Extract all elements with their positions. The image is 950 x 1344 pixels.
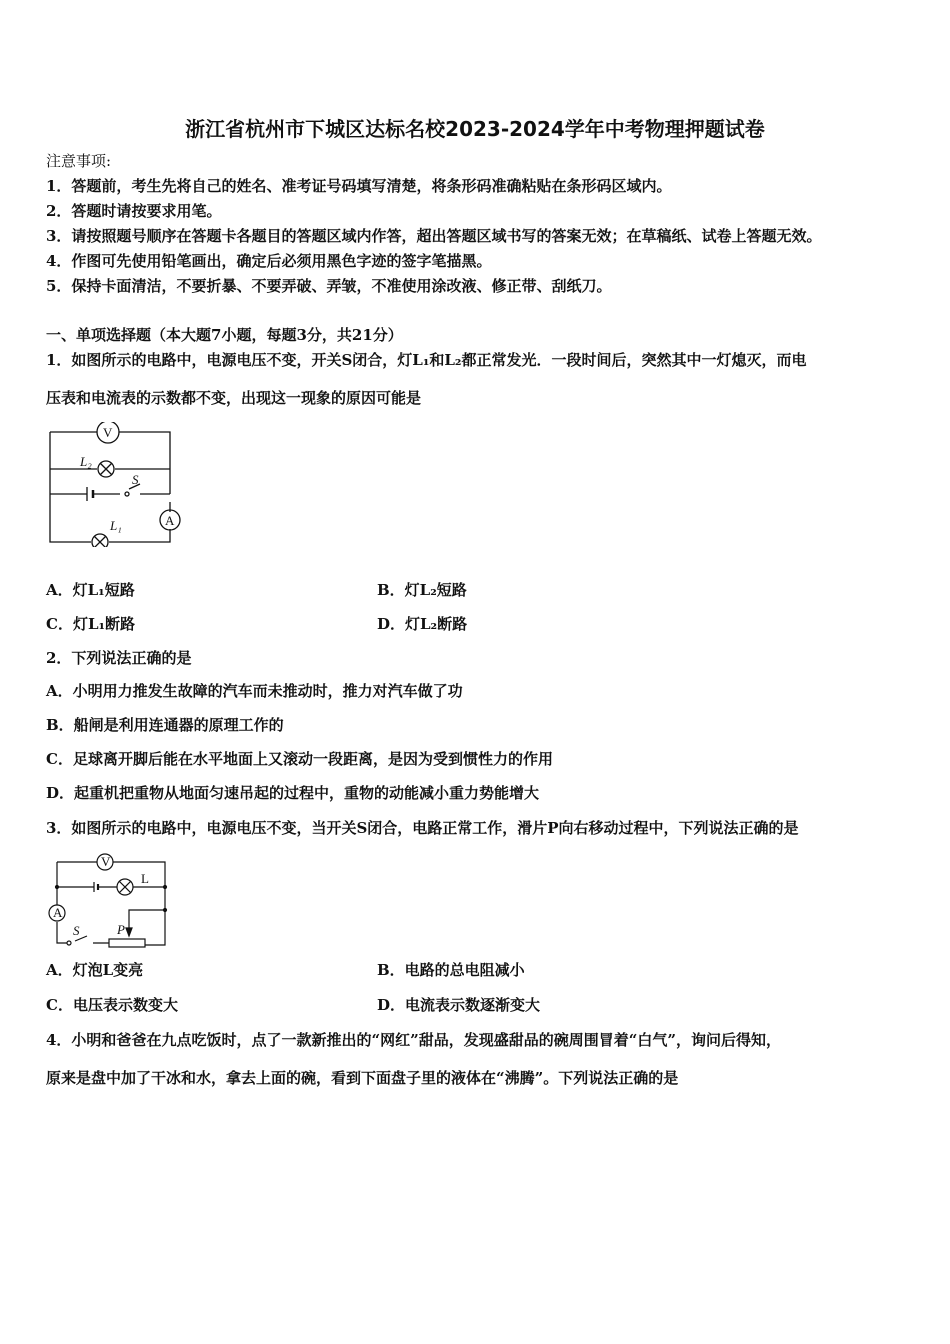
notice-item: 5．保持卡面清洁，不要折暴、不要弄破、弄皱，不准使用涂改液、修正带、刮纸刀。 — [46, 277, 612, 295]
q1-option-c: C．灯L₁断路 — [46, 615, 136, 633]
q3-option-a: A．灯泡L变亮 — [46, 961, 144, 979]
l1-label: L₁ — [110, 518, 122, 533]
notice-item: 3．请按照题号顺序在答题卡各题目的答题区域内作答，超出答题区域书写的答案无效；在草稿纸、试卷上答题无效。 — [46, 227, 822, 245]
section-heading: 一、单项选择题（本大题7小题，每题3分，共21分） — [46, 326, 403, 344]
notice-item: 1．答题前，考生先将自己的姓名、准考证号码填写清楚，将条形码准确粘贴在条形码区域内。 — [46, 177, 672, 195]
notice-heading: 注意事项: — [46, 152, 112, 170]
q3-option-d: D．电流表示数逐渐变大 — [377, 996, 541, 1014]
q3-stem: 3．如图所示的电路中，电源电压不变，当开关S闭合，电路正常工作，滑片P向右移动过程中，下列说法正确的是 — [46, 819, 799, 837]
switch-label: S — [132, 472, 139, 487]
q4-stem: 原来是盘中加了干冰和水，拿去上面的碗，看到下面盘子里的液体在“沸腾”。下列说法正确的是 — [46, 1069, 679, 1087]
q2-option-d: D．起重机把重物从地面匀速吊起的过程中，重物的动能减小重力势能增大 — [46, 784, 540, 802]
q1-circuit-diagram — [40, 422, 190, 547]
ammeter-label: A — [165, 513, 175, 528]
l2-label: L₂ — [80, 454, 92, 469]
voltmeter-label: V — [103, 425, 113, 440]
q1-stem: 压表和电流表的示数都不变，出现这一现象的原因可能是 — [46, 389, 422, 407]
q1-option-b: B．灯L₂短路 — [377, 581, 467, 599]
q3-option-b: B．电路的总电阻减小 — [377, 961, 525, 979]
ammeter-label: A — [53, 905, 63, 920]
page-title: 浙江省杭州市下城区达标名校2023-2024学年中考物理押题试卷 — [185, 117, 765, 141]
q1-option-a: A．灯L₁短路 — [46, 581, 135, 599]
lamp-label: L — [141, 871, 149, 886]
notice-item: 2．答题时请按要求用笔。 — [46, 202, 222, 220]
q2-stem: 2．下列说法正确的是 — [46, 649, 192, 667]
q3-circuit-diagram — [45, 850, 170, 950]
q3-option-c: C．电压表示数变大 — [46, 996, 178, 1014]
q2-option-b: B．船闸是利用连通器的原理工作的 — [46, 716, 284, 734]
switch-label: S — [73, 923, 80, 938]
q1-option-d: D．灯L₂断路 — [377, 615, 468, 633]
slider-label: P — [117, 922, 125, 937]
q1-stem: 1．如图所示的电路中，电源电压不变，开关S闭合，灯L₁和L₂都正常发光．一段时间后，突然其中一灯熄灭，而电 — [46, 351, 807, 369]
voltmeter-label: V — [101, 854, 111, 869]
q2-option-a: A．小明用力推发生故障的汽车而未推动时，推力对汽车做了功 — [46, 682, 463, 700]
q2-option-c: C．足球离开脚后能在水平地面上又滚动一段距离，是因为受到惯性力的作用 — [46, 750, 553, 768]
q4-stem: 4．小明和爸爸在九点吃饭时，点了一款新推出的“网红”甜品，发现盛甜品的碗周围冒着“白气”，询问后得知， — [46, 1031, 781, 1049]
notice-item: 4．作图可先使用铅笔画出，确定后必须用黑色字迹的签字笔描黑。 — [46, 252, 492, 270]
